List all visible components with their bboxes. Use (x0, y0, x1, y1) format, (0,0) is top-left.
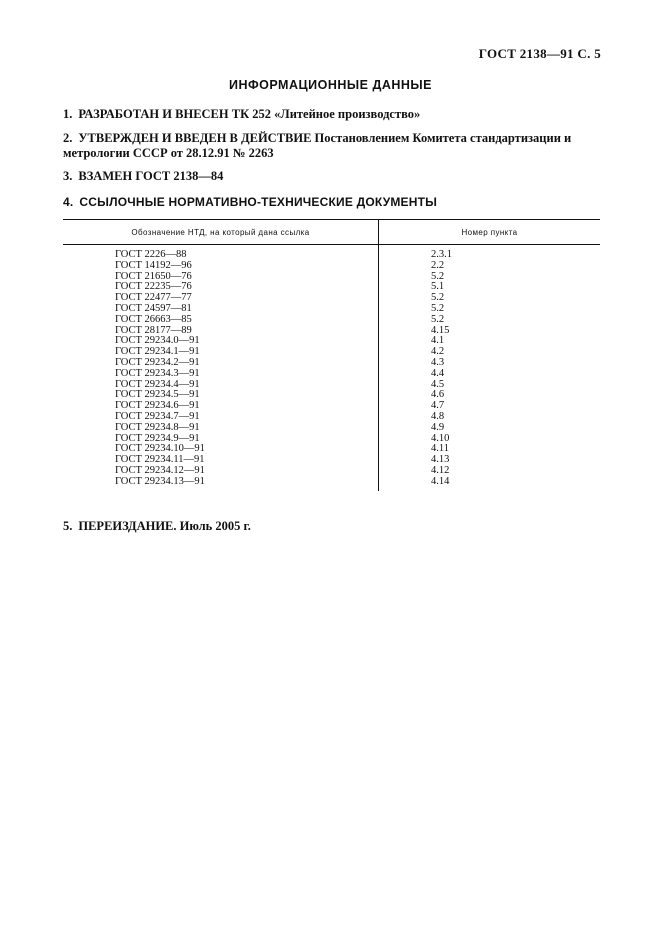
section-title: ИНФОРМАЦИОННЫЕ ДАННЫЕ (228, 78, 433, 92)
document-cell: ГОСТ 2226—88 (115, 249, 187, 260)
document-cell: ГОСТ 29234.0—91 (115, 335, 200, 347)
clause-cell: 2.2 (431, 259, 445, 271)
document-cell: ГОСТ 21650—76 (115, 270, 192, 282)
document-cell: ГОСТ 29234.3—91 (115, 367, 200, 379)
item-number: 1. (63, 107, 73, 121)
item-text: ВЗАМЕН ГОСТ 2138—84 (78, 169, 224, 183)
document-cell: ГОСТ 29234.10—91 (115, 443, 205, 455)
document-cell: ГОСТ 29234.7—91 (115, 410, 200, 422)
clause-cell: 5.2 (431, 292, 445, 304)
info-item-developed (63, 107, 623, 122)
clause-column (379, 245, 600, 491)
clause-cell: 2.3.1 (431, 249, 452, 260)
document-cell: ГОСТ 29234.4—91 (115, 378, 200, 390)
clause-cell: 4.11 (431, 443, 449, 455)
clause-cell: 5.1 (431, 281, 445, 293)
clause-cell: 5.2 (431, 270, 445, 282)
clause-cell: 4.10 (431, 432, 450, 444)
clause-cell: 4.2 (431, 346, 445, 358)
item-text: РАЗРАБОТАН И ВНЕСЕН ТК 252 «Литейное производство» (78, 107, 421, 121)
document-cell: ГОСТ 29234.6—91 (115, 400, 200, 412)
table-header (63, 220, 600, 245)
document-cell: ГОСТ 24597—81 (115, 302, 192, 314)
clause-cell: 4.15 (431, 324, 450, 336)
document-cell: ГОСТ 29234.5—91 (115, 389, 200, 401)
document-cell: ГОСТ 14192—96 (115, 259, 192, 271)
clause-cell: 4.1 (431, 335, 445, 347)
clause-cell: 5.2 (431, 313, 445, 325)
clause-cell: 5.2 (431, 302, 445, 314)
document-cell: ГОСТ 29234.11—91 (115, 454, 205, 466)
document-cell: ГОСТ 26663—85 (115, 313, 192, 325)
clause-cell: 4.4 (431, 367, 445, 379)
column-header-clause: Номер пункта (461, 227, 518, 237)
document-column (63, 245, 379, 491)
document-cell: ГОСТ 29234.12—91 (115, 464, 205, 476)
item-number: 4. (63, 195, 74, 209)
column-header-document: Обозначение НТД, на который дана ссылка (63, 220, 379, 244)
clause-cell: 4.5 (431, 378, 445, 390)
item-text: УТВЕРЖДЕН И ВВЕДЕН В ДЕЙСТВИЕ Постановлением Комитета стандартизации и метрологии СССР от 28.12.91 № 2263 (63, 131, 572, 160)
page-reference: ГОСТ 2138—91 С. 5 (478, 46, 601, 61)
item-number: 5. (63, 519, 73, 533)
document-cell: ГОСТ 29234.13—91 (115, 475, 205, 487)
clause-cell: 4.8 (431, 410, 445, 422)
item-text: ПЕРЕИЗДАНИЕ. Июль 2005 г. (78, 519, 251, 533)
info-item-replaces (63, 169, 623, 184)
document-cell: ГОСТ 29234.9—91 (115, 432, 200, 444)
clause-cell: 4.3 (431, 356, 445, 368)
clause-cell: 4.9 (431, 421, 445, 433)
clause-cell: 4.14 (431, 475, 450, 487)
document-cell: ГОСТ 22235—76 (115, 281, 192, 293)
item-number: 3. (63, 169, 73, 183)
info-item-approved (63, 131, 623, 161)
clause-cell: 4.12 (431, 464, 450, 476)
info-item-references (63, 195, 623, 210)
document-cell: ГОСТ 28177—89 (115, 324, 192, 336)
info-item-reissue (63, 519, 623, 534)
table-body (63, 245, 600, 491)
item-text: ССЫЛОЧНЫЕ НОРМАТИВНО-ТЕХНИЧЕСКИЕ ДОКУМЕНТЫ (79, 195, 438, 209)
clause-cell: 4.13 (431, 454, 450, 466)
clause-cell: 4.6 (431, 389, 445, 401)
item-number: 2. (63, 131, 73, 145)
references-table (63, 219, 600, 491)
clause-cell: 4.7 (431, 400, 445, 412)
document-cell: ГОСТ 29234.8—91 (115, 421, 200, 433)
document-cell: ГОСТ 22477—77 (115, 292, 192, 304)
document-cell: ГОСТ 29234.1—91 (115, 346, 200, 358)
document-cell: ГОСТ 29234.2—91 (115, 356, 200, 368)
